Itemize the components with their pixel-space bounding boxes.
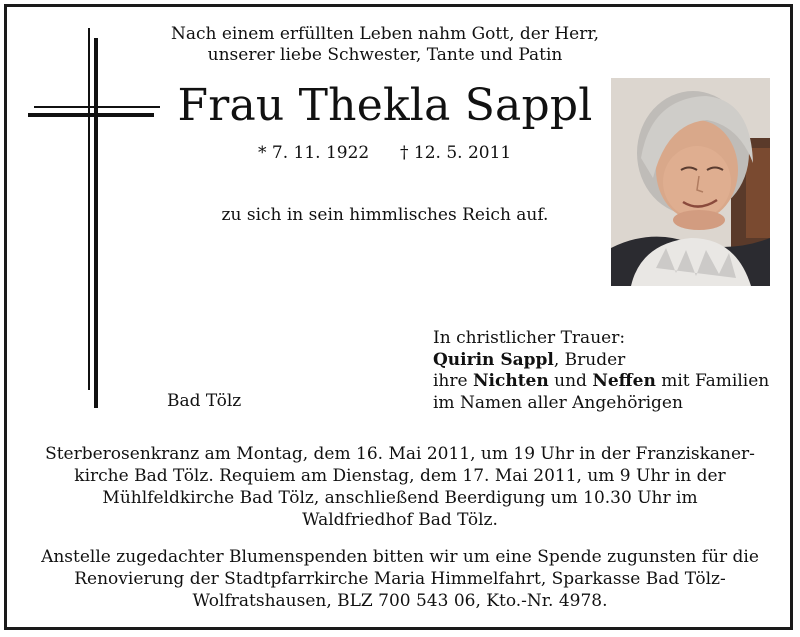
portrait-image: [611, 78, 770, 286]
donation-info: [40, 546, 760, 612]
portrait-photo: [611, 78, 770, 286]
donation-line-2: Renovierung der Stadtpfarrkirche Maria Himmelfahrt, Sparkasse Bad Tölz-: [74, 569, 726, 589]
intro-line-1: Nach einem erfüllten Leben nahm Gott, der Herr,: [170, 24, 600, 44]
cross-vertical-thick: [94, 38, 98, 408]
intro-text: [160, 24, 610, 66]
service-info: [40, 443, 760, 531]
line3-suffix: mit Familien: [655, 371, 770, 391]
mourners-block: [433, 328, 783, 414]
mourners-line-4: im Namen aller Angehörigen: [433, 392, 683, 413]
line3-and: und: [548, 371, 593, 391]
mourners-heading: In christlicher Trauer:: [433, 328, 626, 348]
intro-line-2: unserer liebe Schwester, Tante und Patin: [207, 45, 563, 65]
line3-prefix: ihre: [433, 371, 473, 391]
cross-vertical-thin: [88, 28, 90, 390]
service-line-2: kirche Bad Tölz. Requiem am Dienstag, dem 17. Mai 2011, um 9 Uhr in der: [74, 466, 726, 486]
closing-line: zu sich in sein himmlisches Reich auf.: [221, 205, 549, 225]
death-date: † 12. 5. 2011: [400, 143, 512, 163]
service-line-4: Waldfriedhof Bad Tölz.: [302, 510, 498, 530]
service-line-3: Mühlfeldkirche Bad Tölz, anschließend Beerdigung um 10.30 Uhr im: [102, 488, 698, 508]
brother-relation: , Bruder: [553, 349, 626, 370]
birth-date: * 7. 11. 1922: [258, 143, 370, 163]
mourners-line-2: [433, 350, 783, 372]
service-line-1: Sterberosenkranz am Montag, dem 16. Mai 2011, um 19 Uhr in der Franziskaner-: [45, 444, 755, 464]
nieces: Nichten: [472, 371, 549, 391]
donation-line-3: Wolfratshausen, BLZ 700 543 06, Kto.-Nr. 4978.: [192, 591, 608, 611]
deceased-name: Frau Thekla Sappl: [177, 80, 593, 131]
nephews: Neffen: [592, 371, 656, 391]
donation-line-1: Anstelle zugedachter Blumenspenden bitten wir um eine Spende zugunsten für die: [41, 547, 759, 567]
brother-name: Quirin Sappl: [433, 349, 554, 370]
cross-horizontal-thick: [28, 113, 154, 117]
mourners-line-3: [433, 371, 783, 393]
place-name: Bad Tölz: [167, 391, 242, 411]
cross-horizontal-thin: [34, 106, 160, 108]
